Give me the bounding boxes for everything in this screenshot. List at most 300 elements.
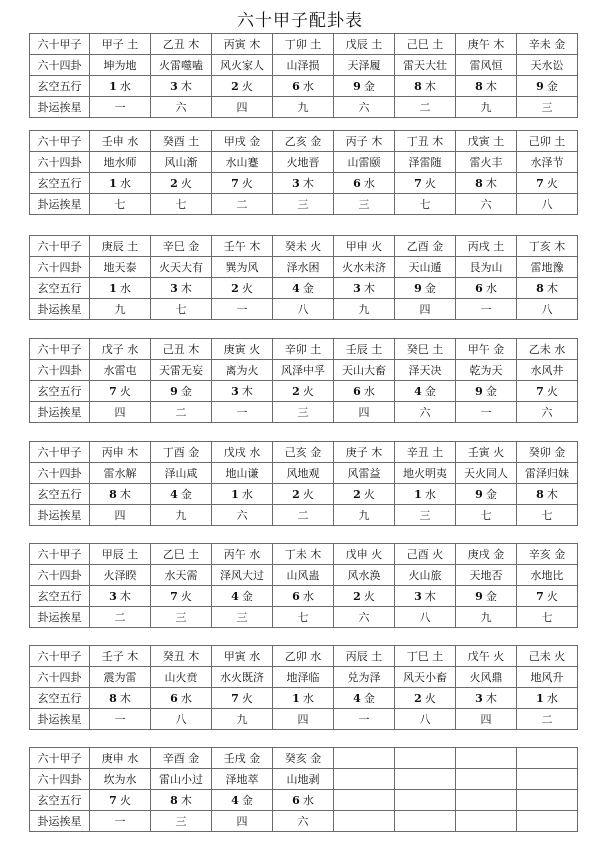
xuankong-number: 4: [353, 691, 361, 705]
xuankong-cell: [212, 688, 273, 709]
row-label: 卦运挨星: [30, 709, 90, 730]
empty-cell: [456, 790, 517, 811]
xuankong-number: 4: [231, 589, 239, 603]
star-cell: 九: [334, 505, 395, 526]
xuankong-number: 1: [414, 487, 422, 501]
xuankong-number: 8: [536, 487, 544, 501]
xuankong-element: 火: [546, 384, 558, 398]
hexagram-cell: 水地比: [517, 565, 578, 586]
hexagram-cell: 震为雷: [90, 667, 151, 688]
star-cell: 七: [517, 607, 578, 628]
xuankong-number: 3: [414, 589, 422, 603]
xuankong-element: 木: [119, 487, 131, 501]
pairing-table-6: [29, 543, 578, 628]
xuankong-cell: [395, 173, 456, 194]
xuankong-cell: [90, 484, 151, 505]
hexagram-cell: 泽风大过: [212, 565, 273, 586]
row-label: 卦运挨星: [30, 607, 90, 628]
ganzhi-element: 木: [188, 342, 200, 356]
table-row: [30, 76, 578, 97]
ganzhi-cell: [212, 442, 273, 463]
ganzhi-cell: [90, 34, 151, 55]
star-cell: 二: [273, 505, 334, 526]
hexagram-cell: 天山大畜: [334, 360, 395, 381]
xuankong-element: 木: [485, 79, 497, 93]
xuankong-number: 3: [170, 281, 178, 295]
ganzhi-cell: [517, 646, 578, 667]
ganzhi-cell: [212, 544, 273, 565]
xuankong-cell: [90, 173, 151, 194]
hexagram-cell: 水天需: [151, 565, 212, 586]
ganzhi-element: 金: [554, 445, 566, 459]
star-cell: 三: [151, 811, 212, 832]
ganzhi-cell: [334, 339, 395, 360]
ganzhi-label: 甲午: [467, 342, 490, 356]
ganzhi-label: 丁未: [284, 547, 307, 561]
xuankong-element: 金: [180, 487, 192, 501]
xuankong-element: 火: [119, 793, 131, 807]
table-row: [30, 381, 578, 402]
star-cell: 四: [90, 402, 151, 423]
ganzhi-element: 金: [554, 37, 566, 51]
xuankong-cell: [395, 484, 456, 505]
ganzhi-cell: [151, 131, 212, 152]
xuankong-number: 4: [292, 281, 300, 295]
row-label: 卦运挨星: [30, 505, 90, 526]
row-label: 六十甲子: [30, 646, 90, 667]
xuankong-number: 6: [292, 793, 300, 807]
ganzhi-label: 戊寅: [467, 134, 490, 148]
star-cell: 八: [517, 194, 578, 215]
ganzhi-label: 癸巳: [406, 342, 429, 356]
row-label: 六十四卦: [30, 257, 90, 278]
star-cell: 二: [517, 709, 578, 730]
xuankong-number: 8: [109, 487, 117, 501]
ganzhi-element: 木: [249, 37, 261, 51]
star-cell: 七: [273, 607, 334, 628]
xuankong-element: 火: [546, 176, 558, 190]
star-cell: 六: [334, 607, 395, 628]
xuankong-number: 1: [536, 691, 544, 705]
ganzhi-cell: [456, 339, 517, 360]
xuankong-cell: [517, 688, 578, 709]
table-row: [30, 688, 578, 709]
hexagram-cell: 地天泰: [90, 257, 151, 278]
table-row: [30, 194, 578, 215]
xuankong-cell: [334, 586, 395, 607]
ganzhi-element: 火: [249, 342, 261, 356]
xuankong-number: 2: [353, 589, 361, 603]
star-cell: 六: [151, 97, 212, 118]
xuankong-cell: [273, 76, 334, 97]
row-label: 六十甲子: [30, 131, 90, 152]
ganzhi-element: 水: [249, 445, 261, 459]
star-cell: 四: [334, 402, 395, 423]
hexagram-cell: 坤为地: [90, 55, 151, 76]
ganzhi-cell: [395, 236, 456, 257]
xuankong-element: 水: [180, 691, 192, 705]
ganzhi-cell: [456, 34, 517, 55]
ganzhi-element: 木: [371, 445, 383, 459]
ganzhi-label: 辛巳: [162, 239, 185, 253]
ganzhi-cell: [517, 34, 578, 55]
row-label: 六十四卦: [30, 463, 90, 484]
hexagram-cell: 天山遁: [395, 257, 456, 278]
ganzhi-label: 己酉: [406, 547, 429, 561]
star-cell: 九: [273, 97, 334, 118]
xuankong-cell: [395, 76, 456, 97]
hexagram-cell: 雷火丰: [456, 152, 517, 173]
ganzhi-label: 丁丑: [406, 134, 429, 148]
table-row: [30, 34, 578, 55]
row-label: 六十甲子: [30, 236, 90, 257]
ganzhi-cell: [273, 544, 334, 565]
ganzhi-element: 水: [127, 751, 139, 765]
ganzhi-element: 水: [249, 547, 261, 561]
star-cell: 七: [151, 194, 212, 215]
xuankong-number: 6: [170, 691, 178, 705]
ganzhi-cell: [90, 131, 151, 152]
xuankong-cell: [395, 688, 456, 709]
star-cell: 一: [212, 402, 273, 423]
ganzhi-cell: [334, 442, 395, 463]
star-cell: 二: [395, 97, 456, 118]
table-row: [30, 646, 578, 667]
row-label: 六十甲子: [30, 544, 90, 565]
xuankong-cell: [517, 278, 578, 299]
ganzhi-cell: [273, 339, 334, 360]
ganzhi-label: 乙未: [528, 342, 551, 356]
xuankong-cell: [517, 173, 578, 194]
empty-cell: [517, 769, 578, 790]
star-cell: 九: [456, 97, 517, 118]
ganzhi-cell: [517, 131, 578, 152]
row-label: 六十甲子: [30, 34, 90, 55]
ganzhi-cell: [334, 646, 395, 667]
xuankong-number: 1: [109, 176, 117, 190]
ganzhi-cell: [273, 131, 334, 152]
ganzhi-label: 壬申: [101, 134, 124, 148]
pairing-table-2: [29, 130, 578, 215]
ganzhi-label: 乙丑: [162, 37, 185, 51]
xuankong-number: 6: [353, 176, 361, 190]
xuankong-cell: [456, 278, 517, 299]
xuankong-number: 1: [109, 79, 117, 93]
xuankong-element: 木: [546, 281, 558, 295]
xuankong-element: 金: [485, 384, 497, 398]
ganzhi-element: 木: [493, 37, 505, 51]
table-row: [30, 278, 578, 299]
hexagram-cell: 艮为山: [456, 257, 517, 278]
ganzhi-label: 癸卯: [528, 445, 551, 459]
empty-cell: [334, 769, 395, 790]
star-cell: 六: [212, 505, 273, 526]
xuankong-element: 木: [241, 384, 253, 398]
xuankong-number: 3: [353, 281, 361, 295]
table-row: [30, 173, 578, 194]
xuankong-number: 4: [414, 384, 422, 398]
hexagram-cell: 山地剥: [273, 769, 334, 790]
hexagram-cell: 风火家人: [212, 55, 273, 76]
xuankong-element: 金: [485, 589, 497, 603]
hexagram-cell: 火地晋: [273, 152, 334, 173]
star-cell: 七: [456, 505, 517, 526]
star-cell: 八: [395, 607, 456, 628]
ganzhi-element: 土: [127, 37, 139, 51]
ganzhi-element: 木: [310, 547, 322, 561]
xuankong-cell: [151, 173, 212, 194]
star-cell: 七: [151, 299, 212, 320]
xuankong-element: 火: [424, 176, 436, 190]
hexagram-cell: 火风鼎: [456, 667, 517, 688]
table-row: [30, 565, 578, 586]
ganzhi-cell: [395, 442, 456, 463]
ganzhi-element: 水: [127, 342, 139, 356]
xuankong-number: 4: [231, 793, 239, 807]
ganzhi-cell: [273, 34, 334, 55]
xuankong-number: 9: [475, 384, 483, 398]
ganzhi-element: 金: [310, 445, 322, 459]
row-label: 玄空五行: [30, 76, 90, 97]
xuankong-element: 木: [180, 281, 192, 295]
table-row: [30, 709, 578, 730]
ganzhi-cell: [456, 236, 517, 257]
ganzhi-element: 火: [310, 239, 322, 253]
empty-cell: [456, 811, 517, 832]
xuankong-number: 9: [353, 79, 361, 93]
row-label: 卦运挨星: [30, 811, 90, 832]
ganzhi-cell: [151, 544, 212, 565]
ganzhi-element: 土: [127, 547, 139, 561]
row-label: 玄空五行: [30, 381, 90, 402]
ganzhi-label: 癸未: [284, 239, 307, 253]
table-row: [30, 402, 578, 423]
ganzhi-cell: [212, 34, 273, 55]
empty-cell: [395, 811, 456, 832]
ganzhi-element: 土: [493, 134, 505, 148]
hexagram-cell: 离为火: [212, 360, 273, 381]
row-label: 六十四卦: [30, 360, 90, 381]
ganzhi-element: 火: [493, 445, 505, 459]
xuankong-element: 火: [241, 691, 253, 705]
xuankong-cell: [395, 586, 456, 607]
ganzhi-label: 辛酉: [162, 751, 185, 765]
pairing-table-3: [29, 235, 578, 320]
xuankong-number: 6: [475, 281, 483, 295]
xuankong-cell: [151, 76, 212, 97]
xuankong-element: 火: [302, 487, 314, 501]
xuankong-number: 8: [170, 793, 178, 807]
ganzhi-label: 丁亥: [528, 239, 551, 253]
xuankong-cell: [90, 586, 151, 607]
xuankong-element: 水: [302, 691, 314, 705]
row-label: 六十四卦: [30, 55, 90, 76]
row-label: 玄空五行: [30, 790, 90, 811]
table-row: [30, 607, 578, 628]
hexagram-cell: 地火明夷: [395, 463, 456, 484]
ganzhi-cell: [212, 748, 273, 769]
xuankong-number: 2: [231, 281, 239, 295]
hexagram-cell: 水雷屯: [90, 360, 151, 381]
row-label: 六十四卦: [30, 667, 90, 688]
ganzhi-label: 丙午: [223, 547, 246, 561]
hexagram-cell: 雷地豫: [517, 257, 578, 278]
xuankong-element: 金: [485, 487, 497, 501]
empty-cell: [395, 769, 456, 790]
ganzhi-cell: [151, 646, 212, 667]
hexagram-cell: 水风井: [517, 360, 578, 381]
xuankong-element: 金: [180, 384, 192, 398]
xuankong-element: 木: [363, 281, 375, 295]
ganzhi-cell: [395, 34, 456, 55]
ganzhi-cell: [456, 442, 517, 463]
ganzhi-label: 乙卯: [284, 649, 307, 663]
star-cell: 一: [334, 709, 395, 730]
ganzhi-cell: [151, 748, 212, 769]
ganzhi-element: 金: [554, 547, 566, 561]
hexagram-cell: 兑为泽: [334, 667, 395, 688]
row-label: 玄空五行: [30, 173, 90, 194]
xuankong-number: 7: [170, 589, 178, 603]
star-cell: 九: [334, 299, 395, 320]
ganzhi-label: 辛丑: [406, 445, 429, 459]
ganzhi-cell: [90, 442, 151, 463]
ganzhi-element: 木: [188, 649, 200, 663]
row-label: 六十四卦: [30, 152, 90, 173]
star-cell: 四: [212, 811, 273, 832]
xuankong-cell: [334, 278, 395, 299]
xuankong-number: 8: [414, 79, 422, 93]
table-row: [30, 769, 578, 790]
ganzhi-label: 壬寅: [467, 445, 490, 459]
xuankong-cell: [212, 76, 273, 97]
xuankong-cell: [273, 381, 334, 402]
ganzhi-element: 土: [371, 37, 383, 51]
ganzhi-label: 甲寅: [223, 649, 246, 663]
xuankong-number: 1: [109, 281, 117, 295]
xuankong-element: 金: [424, 281, 436, 295]
ganzhi-element: 火: [432, 547, 444, 561]
star-cell: 一: [90, 811, 151, 832]
xuankong-number: 2: [231, 79, 239, 93]
ganzhi-label: 辛亥: [528, 547, 551, 561]
ganzhi-element: 火: [371, 239, 383, 253]
row-label: 卦运挨星: [30, 299, 90, 320]
ganzhi-label: 乙酉: [406, 239, 429, 253]
xuankong-element: 木: [180, 79, 192, 93]
xuankong-cell: [395, 278, 456, 299]
xuankong-number: 2: [353, 487, 361, 501]
xuankong-cell: [212, 381, 273, 402]
xuankong-element: 木: [424, 589, 436, 603]
ganzhi-element: 火: [371, 547, 383, 561]
star-cell: 八: [517, 299, 578, 320]
ganzhi-element: 土: [371, 342, 383, 356]
ganzhi-label: 丙申: [101, 445, 124, 459]
star-cell: 二: [151, 402, 212, 423]
ganzhi-cell: [90, 236, 151, 257]
xuankong-cell: [334, 76, 395, 97]
xuankong-element: 木: [180, 793, 192, 807]
ganzhi-label: 甲辰: [101, 547, 124, 561]
pairing-table-1: [29, 33, 578, 118]
xuankong-cell: [151, 586, 212, 607]
ganzhi-label: 壬戌: [223, 751, 246, 765]
ganzhi-cell: [273, 748, 334, 769]
empty-cell: [456, 748, 517, 769]
ganzhi-element: 金: [249, 751, 261, 765]
ganzhi-cell: [151, 339, 212, 360]
star-cell: 一: [212, 299, 273, 320]
ganzhi-label: 庚午: [467, 37, 490, 51]
hexagram-cell: 泽山咸: [151, 463, 212, 484]
ganzhi-label: 己未: [528, 649, 551, 663]
xuankong-cell: [90, 278, 151, 299]
xuankong-number: 4: [170, 487, 178, 501]
ganzhi-element: 金: [188, 751, 200, 765]
xuankong-number: 8: [536, 281, 544, 295]
xuankong-element: 火: [119, 384, 131, 398]
table-row: [30, 257, 578, 278]
pairing-table-7: [29, 645, 578, 730]
star-cell: 九: [90, 299, 151, 320]
xuankong-element: 火: [424, 691, 436, 705]
ganzhi-cell: [90, 646, 151, 667]
ganzhi-label: 己丑: [162, 342, 185, 356]
ganzhi-cell: [456, 646, 517, 667]
ganzhi-cell: [517, 236, 578, 257]
xuankong-cell: [456, 76, 517, 97]
ganzhi-label: 庚戌: [467, 547, 490, 561]
ganzhi-cell: [334, 236, 395, 257]
star-cell: 六: [395, 402, 456, 423]
xuankong-number: 9: [475, 487, 483, 501]
ganzhi-element: 木: [127, 649, 139, 663]
ganzhi-cell: [334, 131, 395, 152]
ganzhi-element: 土: [188, 547, 200, 561]
xuankong-cell: [212, 586, 273, 607]
xuankong-cell: [273, 484, 334, 505]
xuankong-cell: [456, 381, 517, 402]
ganzhi-cell: [517, 442, 578, 463]
xuankong-cell: [273, 173, 334, 194]
table-row: [30, 339, 578, 360]
ganzhi-cell: [395, 131, 456, 152]
row-label: 卦运挨星: [30, 97, 90, 118]
xuankong-element: 金: [546, 79, 558, 93]
xuankong-number: 9: [414, 281, 422, 295]
hexagram-cell: 水泽节: [517, 152, 578, 173]
star-cell: 六: [334, 97, 395, 118]
ganzhi-label: 壬子: [101, 649, 124, 663]
xuankong-element: 水: [241, 487, 253, 501]
xuankong-cell: [273, 790, 334, 811]
ganzhi-cell: [456, 544, 517, 565]
xuankong-element: 木: [302, 176, 314, 190]
xuankong-element: 火: [546, 589, 558, 603]
xuankong-cell: [273, 586, 334, 607]
hexagram-cell: 天水讼: [517, 55, 578, 76]
ganzhi-element: 土: [310, 37, 322, 51]
xuankong-element: 木: [424, 79, 436, 93]
xuankong-cell: [90, 688, 151, 709]
hexagram-cell: 雷水解: [90, 463, 151, 484]
ganzhi-cell: [273, 442, 334, 463]
table-row: [30, 442, 578, 463]
xuankong-element: 火: [241, 281, 253, 295]
xuankong-element: 水: [424, 487, 436, 501]
ganzhi-label: 庚辰: [101, 239, 124, 253]
